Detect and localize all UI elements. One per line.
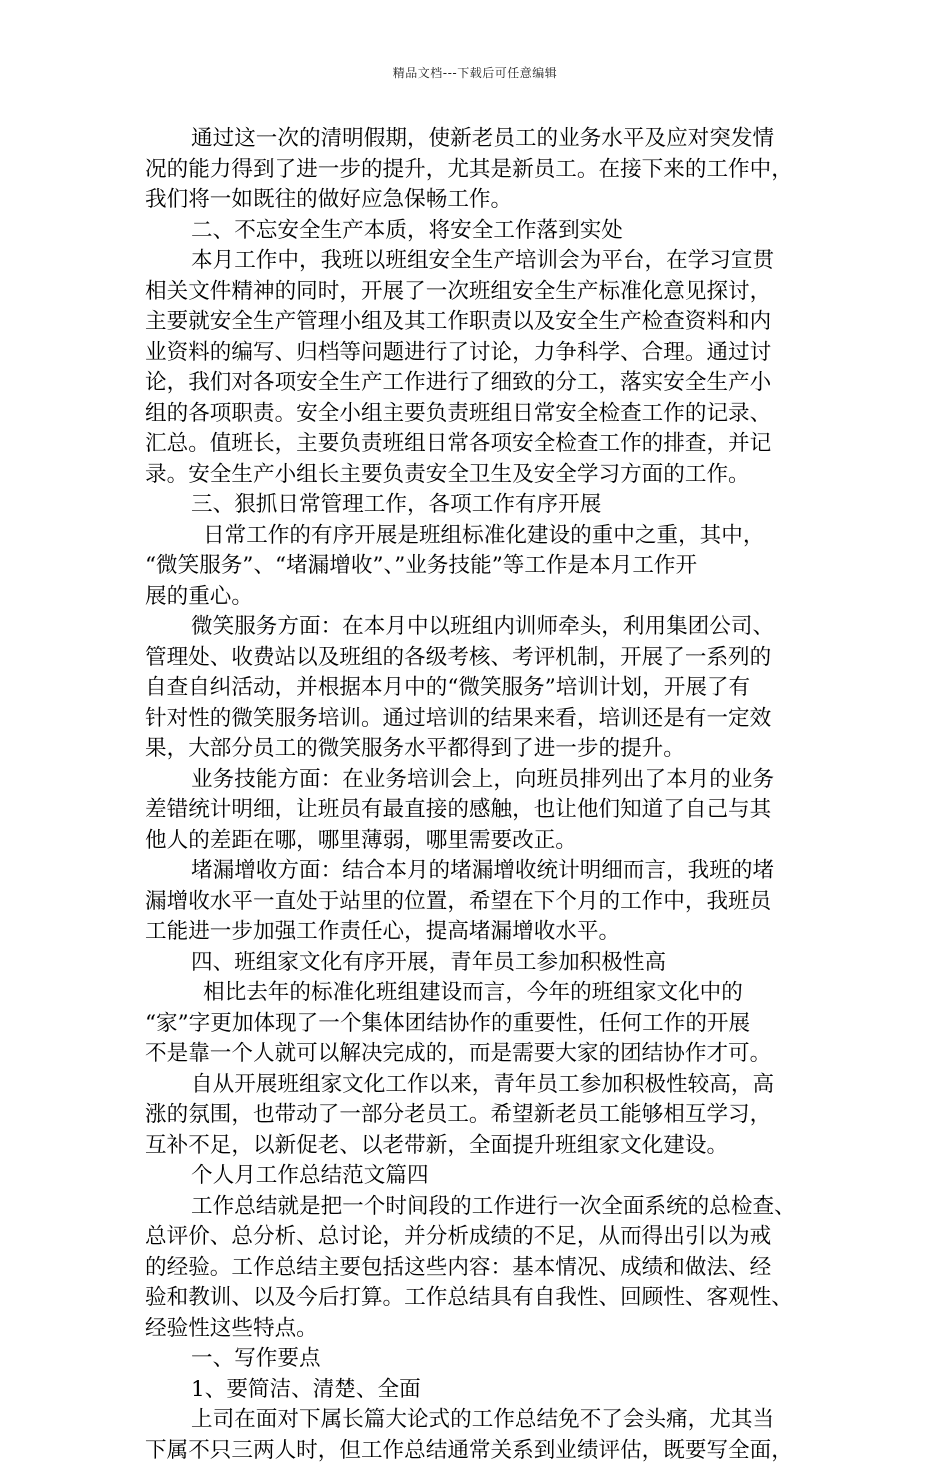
text-line: 互补不足，以新促老、以老带新，全面提升班组家文化建设。 <box>145 1131 810 1162</box>
text-line: 自查自纠活动，并根据本月中的“微笑服务”培训计划，开展了有 <box>145 673 810 704</box>
text-line: 漏增收水平一直处于站里的位置，希望在下个月的工作中，我班员 <box>145 887 810 918</box>
text-line: “微笑服务”、“堵漏增收”、”业务技能”等工作是本月工作开 <box>145 551 810 582</box>
text-line: 论，我们对各项安全生产工作进行了细致的分工，落实安全生产小 <box>145 368 810 399</box>
text-line: 日常工作的有序开展是班组标准化建设的重中之重，其中， <box>145 521 810 552</box>
text-line: 二、不忘安全生产本质，将安全工作落到实处 <box>145 216 810 247</box>
text-line: 工能进一步加强工作责任心，提高堵漏增收水平。 <box>145 917 810 948</box>
text-line: 通过这一次的清明假期，使新老员工的业务水平及应对突发情 <box>145 124 810 155</box>
text-line: 相关文件精神的同时，开展了一次班组安全生产标准化意见探讨， <box>145 277 810 308</box>
text-line: 相比去年的标准化班组建设而言，今年的班组家文化中的 <box>145 978 810 1009</box>
text-line: 1、要简洁、清楚、全面 <box>145 1375 810 1406</box>
page-header: 精品文档---下载后可任意编辑 <box>0 64 950 81</box>
text-line: 管理处、收费站以及班组的各级考核、考评机制，开展了一系列的 <box>145 643 810 674</box>
text-line: 四、班组家文化有序开展，青年员工参加积极性高 <box>145 948 810 979</box>
text-line: 主要就安全生产管理小组及其工作职责以及安全生产检查资料和内 <box>145 307 810 338</box>
text-line: 工作总结就是把一个时间段的工作进行一次全面系统的总检查、 <box>145 1192 810 1223</box>
text-line: 自从开展班组家文化工作以来，青年员工参加积极性较高，高 <box>145 1070 810 1101</box>
text-line: 三、狠抓日常管理工作，各项工作有序开展 <box>145 490 810 521</box>
text-line: 涨的氛围，也带动了一部分老员工。希望新老员工能够相互学习， <box>145 1100 810 1131</box>
text-line: 微笑服务方面：在本月中以班组内训师牵头，利用集团公司、 <box>145 612 810 643</box>
text-line: 堵漏增收方面：结合本月的堵漏增收统计明细而言，我班的堵 <box>145 856 810 887</box>
text-line: 一、写作要点 <box>145 1344 810 1375</box>
text-line: 个人月工作总结范文篇四 <box>145 1161 810 1192</box>
text-line: 总评价、总分析、总讨论，并分析成绩的不足，从而得出引以为戒 <box>145 1222 810 1253</box>
text-line: 差错统计明细，让班员有最直接的感触，也让他们知道了自己与其 <box>145 795 810 826</box>
text-line: 果，大部分员工的微笑服务水平都得到了进一步的提升。 <box>145 734 810 765</box>
text-line: 针对性的微笑服务培训。通过培训的结果来看，培训还是有一定效 <box>145 704 810 735</box>
text-line: 业资料的编写、归档等问题进行了讨论，力争科学、合理。通过讨 <box>145 338 810 369</box>
text-line: 不是靠一个人就可以解决完成的，而是需要大家的团结协作才可。 <box>145 1039 810 1070</box>
text-line: 业务技能方面：在业务培训会上，向班员排列出了本月的业务 <box>145 765 810 796</box>
text-line: 的经验。工作总结主要包括这些内容：基本情况、成绩和做法、经 <box>145 1253 810 1284</box>
text-line: 经验性这些特点。 <box>145 1314 810 1345</box>
text-line: “家”字更加体现了一个集体团结协作的重要性，任何工作的开展 <box>145 1009 810 1040</box>
text-line: 录。安全生产小组长主要负责安全卫生及安全学习方面的工作。 <box>145 460 810 491</box>
text-line: 我们将一如既往的做好应急保畅工作。 <box>145 185 810 216</box>
text-line: 他人的差距在哪，哪里薄弱，哪里需要改正。 <box>145 826 810 857</box>
text-line: 况的能力得到了进一步的提升，尤其是新员工。在接下来的工作中， <box>145 155 810 186</box>
text-line: 汇总。值班长，主要负责班组日常各项安全检查工作的排查，并记 <box>145 429 810 460</box>
text-line: 本月工作中，我班以班组安全生产培训会为平台，在学习宣贯 <box>145 246 810 277</box>
text-line: 展的重心。 <box>145 582 810 613</box>
text-line: 下属不只三两人时，但工作总结通常关系到业绩评估，既要写全面， <box>145 1436 810 1466</box>
text-line: 组的各项职责。安全小组主要负责班组日常安全检查工作的记录、 <box>145 399 810 430</box>
document-body <box>145 124 810 1466</box>
text-line: 验和教训、以及今后打算。工作总结具有自我性、回顾性、客观性、 <box>145 1283 810 1314</box>
text-line: 上司在面对下属长篇大论式的工作总结免不了会头痛，尤其当 <box>145 1405 810 1436</box>
